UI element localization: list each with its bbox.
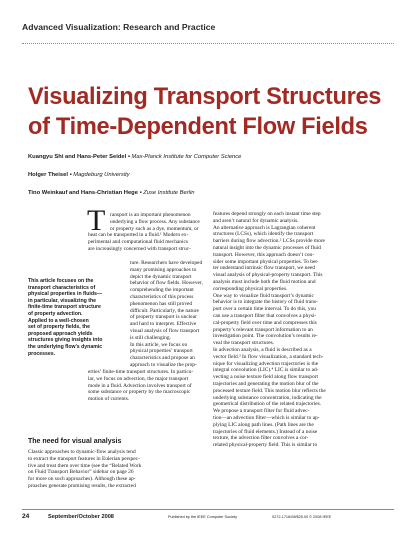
text-line: of property advection.: [28, 310, 83, 317]
text-line: We propose a transport filter for fluid advec-: [213, 408, 310, 415]
text-line: some substance or property by the macroscopic: [88, 389, 191, 396]
text-line: to extract the transport features in Eulerian perspec-: [28, 455, 140, 462]
text-line: motion of currents.: [88, 396, 130, 403]
text-line: nique for visualizing advection trajectories is the: [213, 360, 319, 367]
text-line: can use a transport filter that convolves a physi-: [213, 312, 317, 319]
section-label: Advanced Visualization: Research and Practice: [22, 22, 216, 32]
text-line: geometrical distribution of the related trajectories.: [213, 401, 322, 408]
text-line: on Fluid Transport Behavior” sidebar on page 26: [28, 469, 134, 476]
abstract-sidebar: [28, 278, 106, 357]
text-line: transport characteristics of: [28, 284, 96, 291]
text-line: structures giving insights into: [28, 337, 103, 344]
text-line: Applied to a well-chosen: [28, 317, 89, 324]
text-line: the underlying flow’s dynamic: [28, 343, 103, 350]
text-line: difficult. Particularly, the nature: [130, 307, 199, 314]
text-line: property’s relevant transport information to an: [213, 326, 313, 333]
body-column-2: [213, 211, 326, 449]
issn-line: 0272-1716/08/$25.00 © 2008 IEEE: [272, 515, 332, 519]
title-line: Visualizing Transport Structures: [28, 84, 382, 110]
text-line: or property such as a dye, momentum, or: [110, 225, 199, 232]
body-column-1-narrow: [130, 260, 203, 369]
text-line: behavior is to integrate the history of fluid trans-: [213, 299, 318, 306]
text-line: visual analysis of physical-property transport. This: [213, 272, 323, 279]
text-line: features depend strongly on each instant time step: [213, 211, 321, 217]
text-line: integral convolution (LIC).⁴ LIC is similar to ad-: [213, 367, 319, 374]
text-line: physical properties’ transport: [130, 348, 193, 355]
text-line: natural insight into the dynamic processes of fluid: [213, 244, 321, 251]
text-line: In this article, we focus on: [130, 341, 188, 348]
text-line: cal-property field over time and compresses this: [213, 319, 317, 326]
text-line: for more on such approaches). Although these ap-: [28, 476, 136, 483]
article-title: [28, 82, 388, 142]
body-column-1-top: [88, 212, 200, 253]
text-line: and hard to interpret. Effective: [130, 321, 197, 328]
text-line: in particular, visualizing the: [28, 297, 97, 304]
text-line: approach to visualize the prop-: [130, 361, 197, 368]
text-line: ransport is an important phenomenon: [110, 212, 191, 218]
text-line: One way to visualize fluid transport’s dynamic: [213, 292, 314, 299]
header-rule: [22, 43, 394, 44]
body-column-1-continued: [88, 369, 193, 403]
text-line: ter understand intrinsic flow transport, we need: [213, 265, 315, 272]
text-line: analysis must include both the fluid motion and: [213, 278, 316, 285]
section-heading: The need for visual analysis: [28, 438, 122, 445]
text-line: proposed approach yields: [28, 330, 93, 337]
text-line: investigation point. The convolution’s results re-: [213, 333, 318, 340]
text-line: physical properties in fluids—: [28, 291, 103, 298]
text-line: tion—an advection filter—which is similar to ap-: [213, 414, 320, 421]
text-line: finite-time transport structure: [28, 304, 101, 311]
author-line: Holger Theisel ▪ Magdeburg University: [28, 172, 130, 178]
text-line: perimental and computational fluid mechanics: [88, 239, 188, 246]
issue-date: September/October 2008: [48, 514, 114, 520]
text-line: visual analysis of flow transport: [130, 327, 200, 334]
text-line: heat can be transported in a fluid.¹ Modern ex-: [88, 232, 189, 239]
author-line: Kuangyu Shi and Hans-Peter Seidel ▪ Max-Planck Institute for Computer Science: [28, 154, 242, 160]
text-line: structures (LCSs), which identify the transport: [213, 231, 314, 238]
text-line: Classic approaches to dynamic-flow analysis tend: [28, 449, 136, 455]
text-line: are increasingly concerned with transport struc-: [88, 245, 191, 252]
text-line: corresponding physical properties.: [213, 285, 288, 292]
text-line: of property transport is unclear: [130, 314, 197, 321]
text-line: sider some important physical properties. To bet-: [213, 258, 319, 265]
text-line: underlying substance concentration, indicating the: [213, 394, 322, 401]
text-line: tive and treat them over time (see the “Related Work: [28, 462, 142, 469]
text-line: vecting a noise texture field along flow transport: [213, 374, 318, 381]
title-line: of Time-Dependent Flow Fields: [28, 114, 368, 140]
text-line: An alternative approach is Lagrangian coherent: [213, 224, 316, 231]
publisher-line: Published by the IEEE Computer Society: [168, 515, 238, 519]
text-line: ture. Researchers have developed: [130, 260, 203, 266]
footer-rule: [22, 509, 394, 510]
text-line: processed texture field. This motion blur reflects the: [213, 387, 326, 394]
author-block: [28, 154, 241, 197]
text-line: proaches generate promising results, the extracted: [28, 482, 136, 489]
text-line: texture, the advection filter convolves a cor-: [213, 435, 309, 442]
text-line: is still challenging.: [130, 334, 171, 341]
text-line: depict the dynamic transport: [130, 273, 192, 280]
text-line: phenomenon has still proved: [130, 300, 193, 307]
text-line: mode in a fluid. Advection involves transport of: [88, 382, 192, 389]
text-line: transport. However, this approach doesn’t con-: [213, 251, 315, 258]
text-line: trajectories and generating the motion blur of the: [213, 380, 319, 387]
drop-cap: T: [87, 204, 106, 237]
text-line: plying LIC along path lines. (Path lines are the: [213, 421, 314, 428]
text-line: barriers during flow advection.² LCSs provide more: [213, 238, 325, 245]
text-line: trajectories of fluid elements.) Instead of a noise: [213, 428, 318, 435]
text-line: related physical-property field. This is similar to: [213, 442, 318, 449]
text-line: many promising approaches to: [130, 266, 197, 273]
text-line: set of property fields, the: [28, 324, 90, 331]
text-line: characteristics and propose an: [130, 355, 195, 362]
text-line: behavior of flow fields. However,: [130, 280, 203, 287]
text-line: vector field.³ In flow visualization, a standard tech-: [213, 353, 324, 360]
text-line: characteristics of this process: [130, 293, 194, 300]
text-line: and aren’t natural for dynamic analysis.: [213, 217, 299, 224]
text-line: lar, we focus on advection, the major transport: [88, 375, 189, 382]
text-line: underlying a flow process. Any substance: [110, 218, 200, 225]
page-number: 24: [22, 513, 30, 520]
text-line: processes.: [28, 350, 56, 357]
text-line: comprehending the important: [130, 287, 194, 294]
text-line: port over a certain time interval. To do this, you: [213, 306, 316, 313]
text-line: This article focuses on the: [28, 278, 94, 284]
text-line: erties’ finite-time transport structures. In particu-: [88, 369, 194, 375]
text-line: In advection analysis, a fluid is described as a: [213, 346, 312, 353]
author-line: Tino Weinkauf and Hans-Christian Hege ▪ Zuse Institute Berlin: [28, 190, 195, 196]
text-line: veal the transport structures.: [213, 340, 275, 347]
body-column-1-bottom: [28, 449, 141, 490]
